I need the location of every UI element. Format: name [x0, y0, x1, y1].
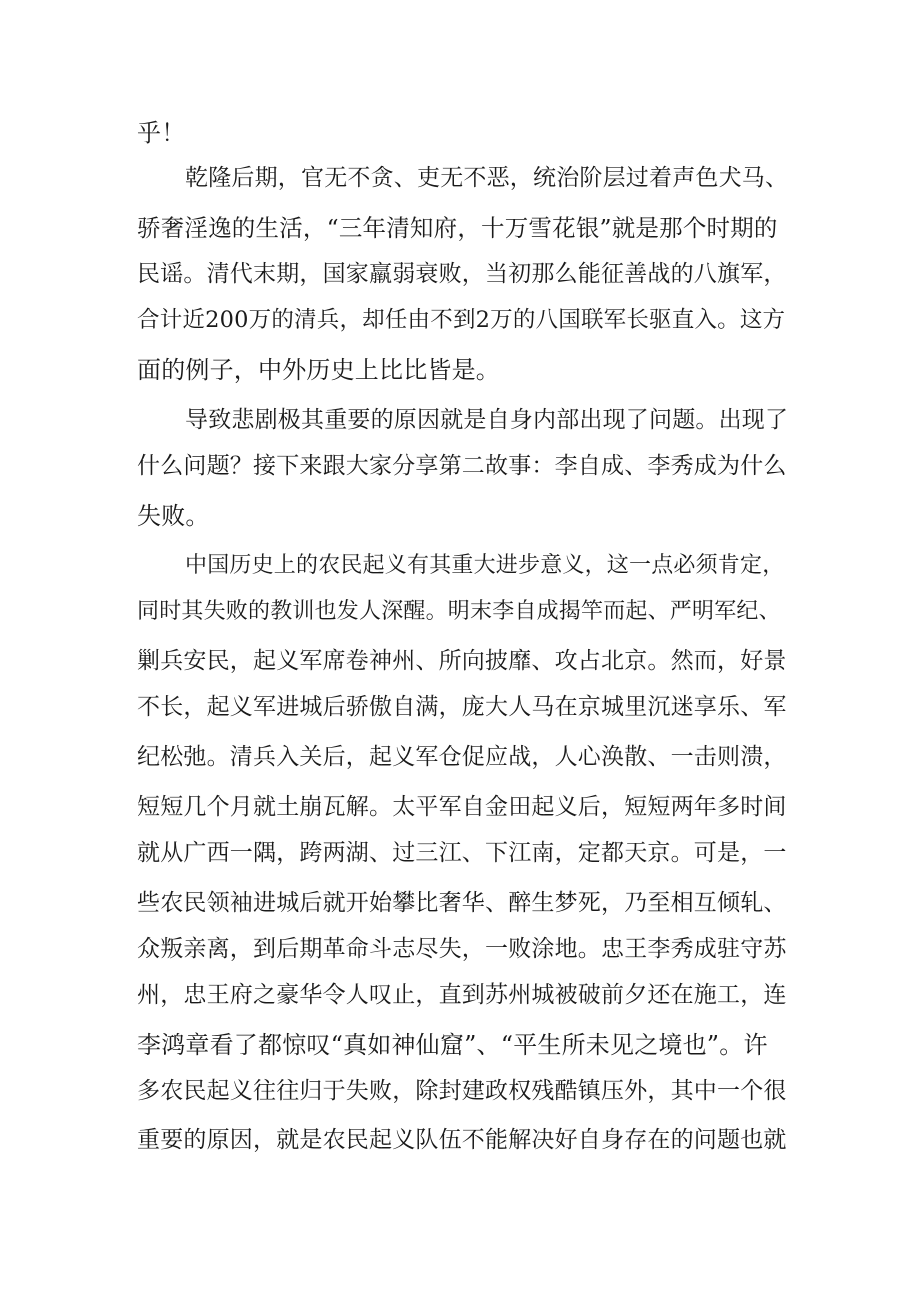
text-line: 失败。 — [137, 502, 210, 530]
paragraph-start-line: 乾隆后期，官无不贪、吏无不恶，统治阶层过着声色犬马、 — [185, 165, 789, 191]
text-line: 面的例子，中外历史上比比皆是。 — [137, 356, 500, 384]
text-line: 乎！ — [137, 119, 186, 147]
text-line: 就从广西一隅，跨两湖、过三江、下江南，定都天京。可是，一 — [137, 840, 787, 866]
text-line: 民谣。清代末期，国家羸弱衰败，当初那么能征善战的八旗军， — [137, 261, 787, 287]
text-line: 纪松弛。清兵入关后，起义军仓促应战，人心涣散、一击则溃， — [137, 744, 787, 770]
text-line: 骄奢淫逸的生活，“三年清知府，十万雪花银”就是那个时期的 — [137, 214, 778, 242]
text-line: 李鸿章看了都惊叹“真如神仙窟”、“平生所未见之境也”。许 — [137, 1031, 768, 1059]
text-line: 些农民领袖进城后就开始攀比奢华、醉生梦死，乃至相互倾轧、 — [137, 890, 787, 916]
text-line: 同时其失败的教训也发人深醒。明末李自成揭竿而起、严明军纪、 — [137, 599, 781, 624]
text-line: 合计近200万的清兵，却任由不到2万的八国联军长驱直入。这方 — [137, 307, 786, 333]
text-line: 不长，起义军进城后骄傲自满，庞大人马在京城里沉迷享乐、军 — [137, 694, 787, 720]
text-line: 什么问题？接下来跟大家分享第二故事：李自成、李秀成为什么 — [137, 453, 787, 479]
text-line: 州，忠王府之豪华令人叹止，直到苏州城被破前夕还在施工，连 — [137, 982, 787, 1008]
text-line: 短短几个月就土崩瓦解。太平军自金田起义后，短短两年多时间 — [137, 794, 787, 820]
text-line: 剿兵安民，起义军席卷神州、所向披靡、攻占北京。然而，好景 — [137, 648, 787, 674]
paragraph-start-line: 导致悲剧极其重要的原因就是自身内部出现了问题。出现了 — [185, 407, 789, 433]
text-line: 重要的原因，就是农民起义队伍不能解决好自身存在的问题也就 — [137, 1127, 787, 1153]
paragraph-start-line: 中国历史上的农民起义有其重大进步意义，这一点必须肯定， — [185, 553, 785, 578]
text-line: 多农民起义往往归于失败，除封建政权残酷镇压外，其中一个很 — [137, 1078, 787, 1104]
text-line: 众叛亲离，到后期革命斗志尽失，一败涂地。忠王李秀成驻守苏 — [137, 936, 787, 962]
